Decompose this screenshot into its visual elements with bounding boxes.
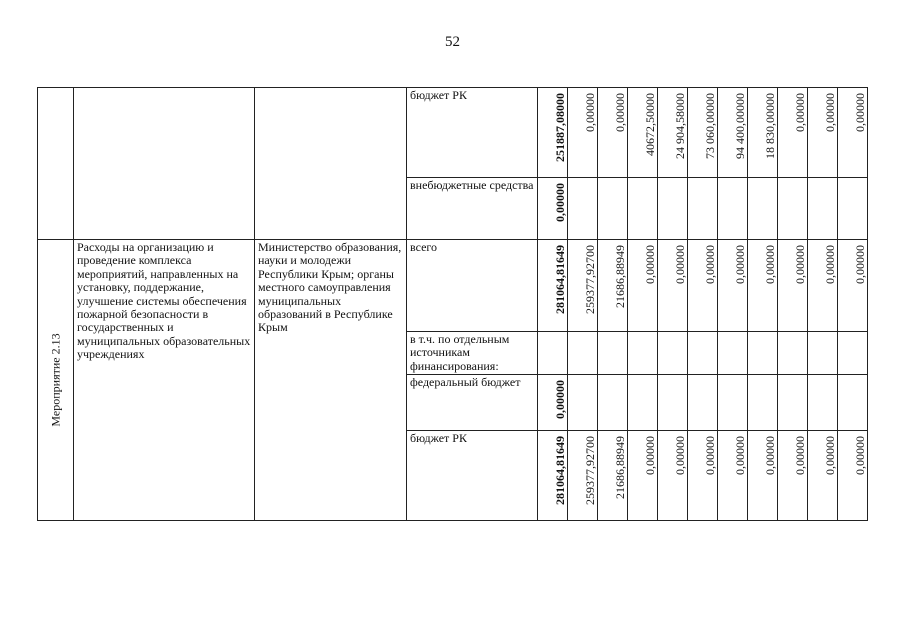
year-value: 94 400,00000 xyxy=(732,93,747,159)
year-value: 40672,50000 xyxy=(642,93,657,156)
year-value: 0,00000 xyxy=(762,436,777,475)
source-label: внебюджетные средства xyxy=(407,178,538,240)
year-cell xyxy=(748,178,778,240)
year-cell xyxy=(838,431,868,521)
year-cell xyxy=(688,88,718,178)
measure-code: Мероприятие 2.13 xyxy=(47,333,62,427)
year-value: 0,00000 xyxy=(792,436,807,475)
year-cell xyxy=(838,332,868,375)
year-cell xyxy=(628,178,658,240)
total-cell xyxy=(538,88,568,178)
year-value: 0,00000 xyxy=(642,436,657,475)
year-cell xyxy=(808,240,838,332)
year-value: 0,00000 xyxy=(822,93,837,132)
year-cell xyxy=(628,431,658,521)
year-cell xyxy=(658,332,688,375)
year-value: 0,00000 xyxy=(642,245,657,284)
year-value: 0,00000 xyxy=(852,245,867,284)
year-cell xyxy=(628,88,658,178)
year-cell xyxy=(598,88,628,178)
total-cell xyxy=(538,178,568,240)
year-cell xyxy=(778,240,808,332)
year-value: 0,00000 xyxy=(702,245,717,284)
year-cell xyxy=(808,375,838,431)
total-value: 281064,81649 xyxy=(552,436,567,505)
year-cell xyxy=(778,332,808,375)
total-value: 281064,81649 xyxy=(552,245,567,314)
measure-description: Расходы на организацию и проведение комплекса мероприятий, направленных на установку, поддержание, улучшение системы обеспечения пожарной безопасности в государственных и муниципальных образовательных учреждениях xyxy=(74,240,255,521)
year-cell xyxy=(808,431,838,521)
year-value: 73 060,00000 xyxy=(702,93,717,159)
year-cell xyxy=(748,332,778,375)
total-value: 0,00000 xyxy=(552,380,567,419)
year-cell xyxy=(838,88,868,178)
funding-table xyxy=(37,87,868,521)
year-cell xyxy=(628,375,658,431)
empty-description-cell xyxy=(74,88,255,240)
year-cell xyxy=(748,240,778,332)
year-cell xyxy=(838,240,868,332)
year-value: 0,00000 xyxy=(792,245,807,284)
year-cell xyxy=(688,431,718,521)
year-cell xyxy=(598,375,628,431)
year-cell xyxy=(718,178,748,240)
year-value: 0,00000 xyxy=(822,436,837,475)
year-cell xyxy=(658,431,688,521)
year-cell xyxy=(718,240,748,332)
year-value: 0,00000 xyxy=(732,436,747,475)
year-value: 0,00000 xyxy=(822,245,837,284)
year-cell xyxy=(628,240,658,332)
year-value: 0,00000 xyxy=(672,436,687,475)
year-cell xyxy=(778,178,808,240)
year-cell xyxy=(718,332,748,375)
year-cell xyxy=(658,88,688,178)
year-cell xyxy=(808,332,838,375)
year-cell xyxy=(658,375,688,431)
year-cell xyxy=(658,240,688,332)
year-value: 21686,88949 xyxy=(612,245,627,308)
year-cell xyxy=(748,88,778,178)
year-value: 0,00000 xyxy=(702,436,717,475)
source-label: федеральный бюджет xyxy=(407,375,538,431)
year-value: 21686,88949 xyxy=(612,436,627,499)
year-cell xyxy=(598,431,628,521)
empty-code-cell xyxy=(38,88,74,240)
total-cell xyxy=(538,240,568,332)
measure-code-cell xyxy=(38,240,74,521)
year-value: 0,00000 xyxy=(732,245,747,284)
year-cell xyxy=(838,178,868,240)
year-value: 18 830,00000 xyxy=(762,93,777,159)
year-value: 0,00000 xyxy=(582,93,597,132)
total-cell xyxy=(538,375,568,431)
year-value: 259377,92700 xyxy=(582,436,597,505)
year-cell xyxy=(778,431,808,521)
year-value: 0,00000 xyxy=(612,93,627,132)
year-cell xyxy=(568,178,598,240)
source-label: бюджет РК xyxy=(407,88,538,178)
year-cell xyxy=(568,431,598,521)
total-value: 0,00000 xyxy=(552,183,567,222)
year-cell xyxy=(688,240,718,332)
year-value: 24 904,58000 xyxy=(672,93,687,159)
year-cell xyxy=(778,88,808,178)
year-value: 0,00000 xyxy=(672,245,687,284)
source-label: бюджет РК xyxy=(407,431,538,521)
year-cell xyxy=(718,375,748,431)
year-cell xyxy=(718,431,748,521)
total-cell xyxy=(538,431,568,521)
measure-executor: Министерство образования, науки и молодежи Республики Крым; органы местного самоуправления муниципальных образований в Республике Крым xyxy=(255,240,407,521)
year-cell xyxy=(688,178,718,240)
year-cell xyxy=(748,431,778,521)
year-cell xyxy=(778,375,808,431)
year-cell xyxy=(568,240,598,332)
year-cell xyxy=(598,240,628,332)
year-value: 0,00000 xyxy=(762,245,777,284)
year-cell xyxy=(598,178,628,240)
year-cell xyxy=(688,375,718,431)
year-value: 0,00000 xyxy=(852,93,867,132)
table-row xyxy=(38,240,868,332)
year-cell xyxy=(748,375,778,431)
page-number: 52 xyxy=(445,34,460,50)
empty-executor-cell xyxy=(255,88,407,240)
year-value: 0,00000 xyxy=(852,436,867,475)
year-cell xyxy=(568,88,598,178)
year-cell xyxy=(808,178,838,240)
year-cell xyxy=(598,332,628,375)
total-value: 251887,08000 xyxy=(552,93,567,162)
year-cell xyxy=(838,375,868,431)
year-cell xyxy=(658,178,688,240)
year-cell xyxy=(568,332,598,375)
year-value: 259377,92700 xyxy=(582,245,597,314)
source-label: всего xyxy=(407,240,538,332)
year-cell xyxy=(808,88,838,178)
year-cell xyxy=(568,375,598,431)
table-row xyxy=(38,88,868,178)
year-cell xyxy=(688,332,718,375)
year-cell xyxy=(718,88,748,178)
total-cell xyxy=(538,332,568,375)
year-cell xyxy=(628,332,658,375)
source-label: в т.ч. по отдельным источникам финансирования: xyxy=(407,332,538,375)
year-value: 0,00000 xyxy=(792,93,807,132)
